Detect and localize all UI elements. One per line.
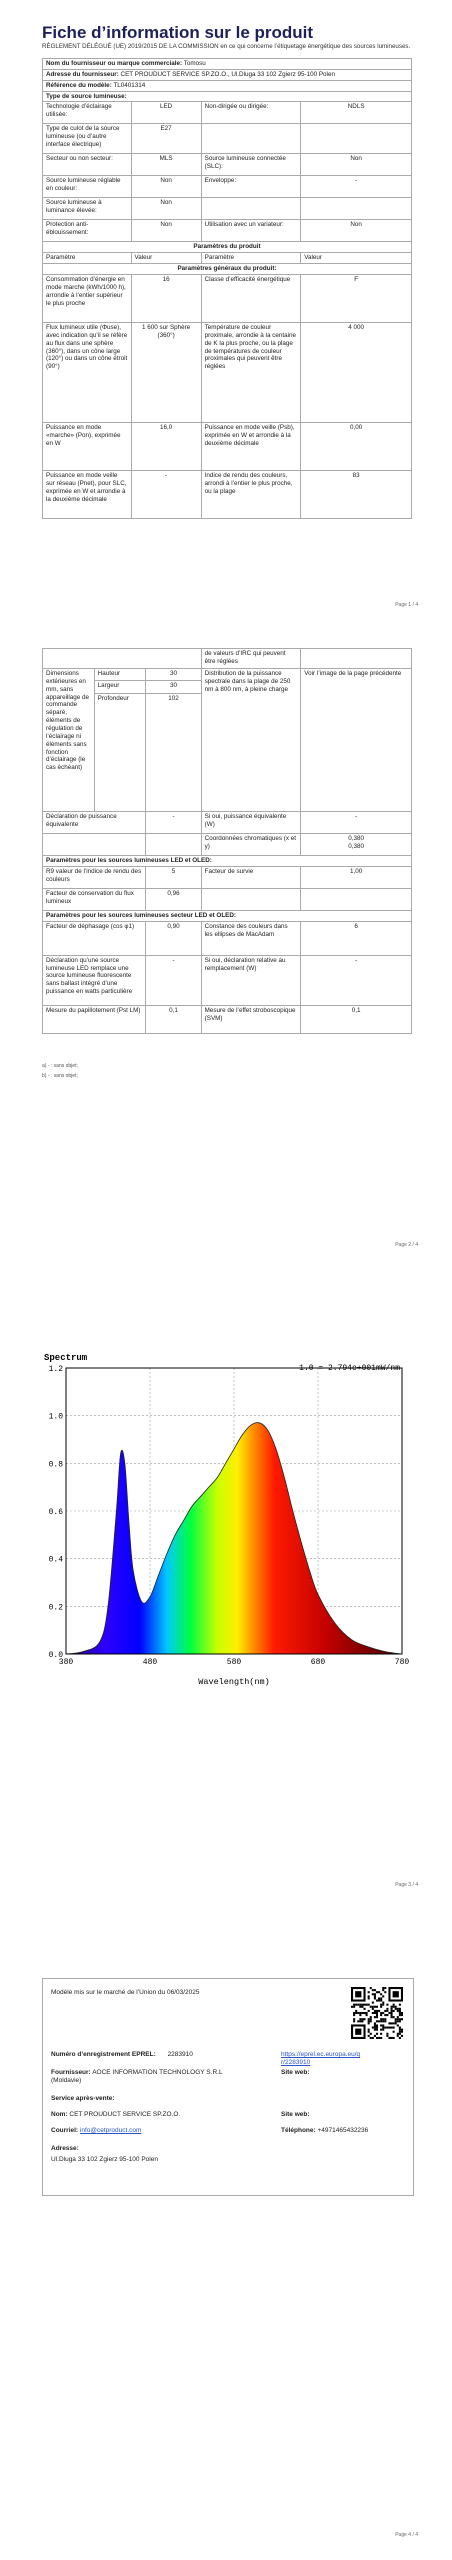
cell: Coordonnées chromatiques (x et y) xyxy=(201,834,301,856)
phone-label: Téléphone: xyxy=(281,2127,316,2134)
email-link[interactable]: info@cetproduct.com xyxy=(79,2127,142,2134)
cell xyxy=(201,124,301,154)
cell: Non xyxy=(131,176,201,198)
cell: Source lumineuse réglable en couleur: xyxy=(43,176,132,198)
x-tick-label: 780 xyxy=(394,1658,410,1667)
spectral-value: Voir l’image de la page précédente xyxy=(301,669,412,812)
supplier-name-label: Nom du fournisseur ou marque commerciale: xyxy=(46,60,183,67)
footnote-a: a) - : sans objet; xyxy=(42,1063,78,1069)
cell: - xyxy=(146,955,201,1005)
col-param-header: Paramètre xyxy=(43,253,132,264)
supplier-name-value: Tomosu xyxy=(183,60,206,67)
cell: Profondeur xyxy=(94,694,146,812)
footnote-b: b) - : sans objet; xyxy=(42,1073,78,1079)
y-tick-label: 0.2 xyxy=(48,1603,63,1613)
y-tick-label: 0.0 xyxy=(48,1651,63,1660)
x-tick-label: 480 xyxy=(142,1658,158,1667)
cell: 30 xyxy=(146,669,201,681)
cell: Indice de rendu des couleurs, arrondi à l’entier le plus proche, ou la plage xyxy=(201,471,301,519)
spectrum-area xyxy=(66,1423,402,1654)
table-row xyxy=(43,69,412,80)
general-params-header: Paramètres généraux du produit: xyxy=(43,264,412,275)
cell: Non xyxy=(131,220,201,242)
x-tick-label: 380 xyxy=(58,1658,74,1667)
y-tick-label: 0.8 xyxy=(48,1460,63,1470)
cell: Non xyxy=(131,198,201,220)
cell: - xyxy=(301,955,412,1005)
page-2 xyxy=(0,640,452,1280)
page-number: Page 2 / 4 xyxy=(395,1242,418,1248)
x-axis-label: Wavelength(nm) xyxy=(198,1677,270,1687)
cell: - xyxy=(301,812,412,834)
website-label: Site web: xyxy=(281,2069,310,2076)
cell: Si oui, déclaration relative au remplacement (W) xyxy=(201,955,301,1005)
cell: Mesure de l’effet stroboscopique (SVM) xyxy=(201,1005,301,1033)
x-tick-label: 680 xyxy=(310,1658,326,1667)
y-tick-label: 1.2 xyxy=(48,1365,63,1374)
table-row xyxy=(43,59,412,70)
dimensions-label: Dimensions extérieures en mm, sans appareillage de commande séparé, éléments de régulation de l’éclairage ni éléments sans fonction d’éclairage (le cas échéant) xyxy=(43,669,95,812)
table-row xyxy=(43,921,412,955)
eprel-label: Numéro d’enregistrement EPREL: xyxy=(51,2051,156,2058)
cell: Source lumineuse connectée (SLC): xyxy=(201,154,301,176)
spectrum-chart-svg xyxy=(42,1350,412,1695)
table-row xyxy=(43,198,412,220)
cell xyxy=(301,198,412,220)
cell: Puissance en mode «marche» (Pon), exprimée en W xyxy=(43,423,132,471)
table-row xyxy=(43,649,412,669)
after-sales-label: Service après-vente: xyxy=(51,2095,115,2102)
supplier-address-value: CET PROUDUCT SERVICE SP.ZO.O., Ul.Dluga 33 102 Zgierz 95-100 Polen xyxy=(120,70,335,78)
cell: Déclaration qu’une source lumineuse LED remplace une source lumineuse fluorescente sans ballast intégré d’une puissance en watts particulière xyxy=(43,955,146,1005)
cell: 4 000 xyxy=(301,323,412,423)
x-tick-label: 580 xyxy=(226,1658,242,1667)
table-row xyxy=(43,102,412,124)
model-label: Référence du modèle: xyxy=(46,81,112,89)
spectral-label: Distribution de la puissance spectrale dans la plage de 250 nm à 800 nm, à pleine charge xyxy=(201,669,301,812)
table-row xyxy=(43,866,412,888)
col-value-header: Valeur xyxy=(301,253,412,264)
table-row xyxy=(43,253,412,264)
chroma-y: 0,380 xyxy=(348,842,365,850)
name-value: CET PROUDUCT SERVICE SP.ZO.O. xyxy=(69,2111,181,2118)
cell: Température de couleur proximale, arrondie à la centaine de K la plus proche, ou la plage de températures de couleur proximales qui peuvent être réglées xyxy=(201,323,301,423)
cell: Enveloppe: xyxy=(201,176,301,198)
address-label: Adresse: xyxy=(51,2145,79,2152)
table-row xyxy=(43,471,412,519)
table-row xyxy=(43,242,412,253)
cell: Puissance en mode veille sur réseau (Pnet), pour SLC, exprimée en W et arrondie à la deuxième décimale xyxy=(43,471,132,519)
page-number: Page 4 / 4 xyxy=(395,2532,418,2538)
table-row xyxy=(43,423,412,471)
mains-params-header: Paramètres pour les sources lumineuses secteur LED et OLED: xyxy=(43,910,412,921)
page-number: Page 3 / 4 xyxy=(395,1882,418,1888)
eprel-number: 2283910 xyxy=(167,2051,193,2058)
table-row xyxy=(43,888,412,910)
cell: Technologie d’éclairage utilisée: xyxy=(43,102,132,124)
cell: 1 600 sur Sphère (360°) xyxy=(131,323,201,423)
table-row xyxy=(43,91,412,102)
cell: Facteur de conservation du flux lumineux xyxy=(43,888,146,910)
cell: 1,00 xyxy=(301,866,412,888)
supplier-address-label: Adresse du fournisseur: xyxy=(46,70,119,78)
spectrum-chart xyxy=(42,1350,412,1695)
cell: - xyxy=(146,812,201,834)
cell: Secteur ou non secteur: xyxy=(43,154,132,176)
market-date: Modèle mis sur le marché de l’Union du 06/03/2025 xyxy=(51,1989,200,1996)
cell: NDLS xyxy=(301,102,412,124)
supplier-label: Fournisseur: xyxy=(51,2069,91,2076)
cell xyxy=(301,124,412,154)
address-value: Ul.Dluga 33 102 Zgierz 95-100 Polen xyxy=(51,2156,158,2163)
cell: - xyxy=(301,176,412,198)
cell: 30 xyxy=(146,681,201,694)
cell: Flux lumineux utile (Φuse), avec indication qu’il se réfère au flux dans une sphère (360°), dans un cône large (120°) ou dans un cône étroit (90°) xyxy=(43,323,132,423)
cell: 5 xyxy=(146,866,201,888)
cell: - xyxy=(131,471,201,519)
product-info-table xyxy=(42,58,412,519)
cell: Si oui, puissance équivalente (W) xyxy=(201,812,301,834)
cell: R9 valeur de l’indice de rendu des couleurs xyxy=(43,866,146,888)
y-tick-label: 1.0 xyxy=(48,1412,63,1422)
led-params-header: Paramètres pour les sources lumineuses LED et OLED: xyxy=(43,856,412,867)
phone-value: +4971465432236 xyxy=(317,2127,369,2134)
table-row xyxy=(43,910,412,921)
table-row xyxy=(43,154,412,176)
cell: 0,00 xyxy=(301,423,412,471)
cell: Non xyxy=(301,220,412,242)
supplier-value: AOCE INFORMATION TECHNOLOGY S.R.L (Moldavie) xyxy=(51,2069,223,2085)
cell: Hauteur xyxy=(94,669,146,681)
cell: E27 xyxy=(131,124,201,154)
product-info-table-continued xyxy=(42,648,412,1034)
cell: Non xyxy=(301,154,412,176)
col-value-header: Valeur xyxy=(131,253,201,264)
cell: Puissance en mode veille (Psb), exprimée en W et arrondie à la deuxième décimale xyxy=(201,423,301,471)
cell: Protection anti-éblouissement: xyxy=(43,220,132,242)
chart-title: Spectrum xyxy=(44,1353,88,1363)
eprel-link[interactable]: https://eprel.ec.europa.eu/qr/2283910 xyxy=(281,2051,361,2067)
email-label: Courriel: xyxy=(51,2127,79,2134)
table-row xyxy=(43,275,412,323)
document-title: Fiche d’information sur le produit xyxy=(42,23,314,42)
table-row xyxy=(43,856,412,867)
cell: Facteur de déphasage (cos φ1) xyxy=(43,921,146,955)
cell: Utilisation avec un variateur: xyxy=(201,220,301,242)
regulation-text: RÈGLEMENT DÉLÉGUÉ (UE) 2019/2015 DE LA COMMISSION en ce qui concerne l’étiquetage énergétique des sources lumineuses. xyxy=(42,43,411,50)
cell: Source lumineuse à luminance élevée: xyxy=(43,198,132,220)
table-row xyxy=(43,176,412,198)
product-params-header: Paramètres du produit xyxy=(43,242,412,253)
eprel-info-box xyxy=(42,1978,414,2196)
col-param-header: Paramètre xyxy=(201,253,301,264)
cell: Mesure du papillotement (Pst LM) xyxy=(43,1005,146,1033)
cell: 0,1 xyxy=(301,1005,412,1033)
cell: 83 xyxy=(301,471,412,519)
cell: Déclaration de puissance équivalente xyxy=(43,812,146,834)
cell: 16 xyxy=(131,275,201,323)
chart-annotation: 1.0 = 2.794e+001mW/nm xyxy=(299,1364,400,1373)
cell: 6 xyxy=(301,921,412,955)
chroma-x: 0,380 xyxy=(348,835,365,842)
cell: Largeur xyxy=(94,681,146,694)
cell: Facteur de survie xyxy=(201,866,301,888)
qr-code-icon[interactable] xyxy=(351,1987,403,2039)
table-row xyxy=(43,323,412,423)
cell: 0,96 xyxy=(146,888,201,910)
table-row xyxy=(43,669,412,681)
cell: de valeurs d’IRC qui peuvent être réglées xyxy=(201,649,301,669)
cell: MLS xyxy=(131,154,201,176)
table-row xyxy=(43,834,412,856)
cell: F xyxy=(301,275,412,323)
cell: Classe d’efficacité énergétique xyxy=(201,275,301,323)
table-row xyxy=(43,220,412,242)
cell: 0,1 xyxy=(146,1005,201,1033)
cell: 0,90 xyxy=(146,921,201,955)
cell: 16,0 xyxy=(131,423,201,471)
cell: LED xyxy=(131,102,201,124)
y-tick-label: 0.6 xyxy=(48,1508,63,1517)
table-row xyxy=(43,812,412,834)
cell: Constance des couleurs dans les ellipses de MacAdam xyxy=(201,921,301,955)
table-row xyxy=(43,264,412,275)
cell: Type de culot de la source lumineuse (ou d’autre interface électrique) xyxy=(43,124,132,154)
model-value: TL0401314 xyxy=(113,81,146,89)
table-row xyxy=(43,124,412,154)
name-label: Nom: xyxy=(51,2111,68,2118)
page-number: Page 1 / 4 xyxy=(395,602,418,608)
page-1 xyxy=(0,0,452,640)
table-row xyxy=(43,80,412,91)
cell xyxy=(201,198,301,220)
site-label: Site web: xyxy=(281,2111,310,2118)
cell: Consommation d’énergie en mode marche (kWh/1000 h), arrondie à l’entier supérieur le plus proche xyxy=(43,275,132,323)
table-row xyxy=(43,955,412,1005)
table-row xyxy=(43,1005,412,1033)
y-tick-label: 0.4 xyxy=(48,1555,63,1565)
source-type-header: Type de source lumineuse: xyxy=(43,91,412,102)
cell: Non-dirigée ou dirigée: xyxy=(201,102,301,124)
cell: 102 xyxy=(146,694,201,812)
